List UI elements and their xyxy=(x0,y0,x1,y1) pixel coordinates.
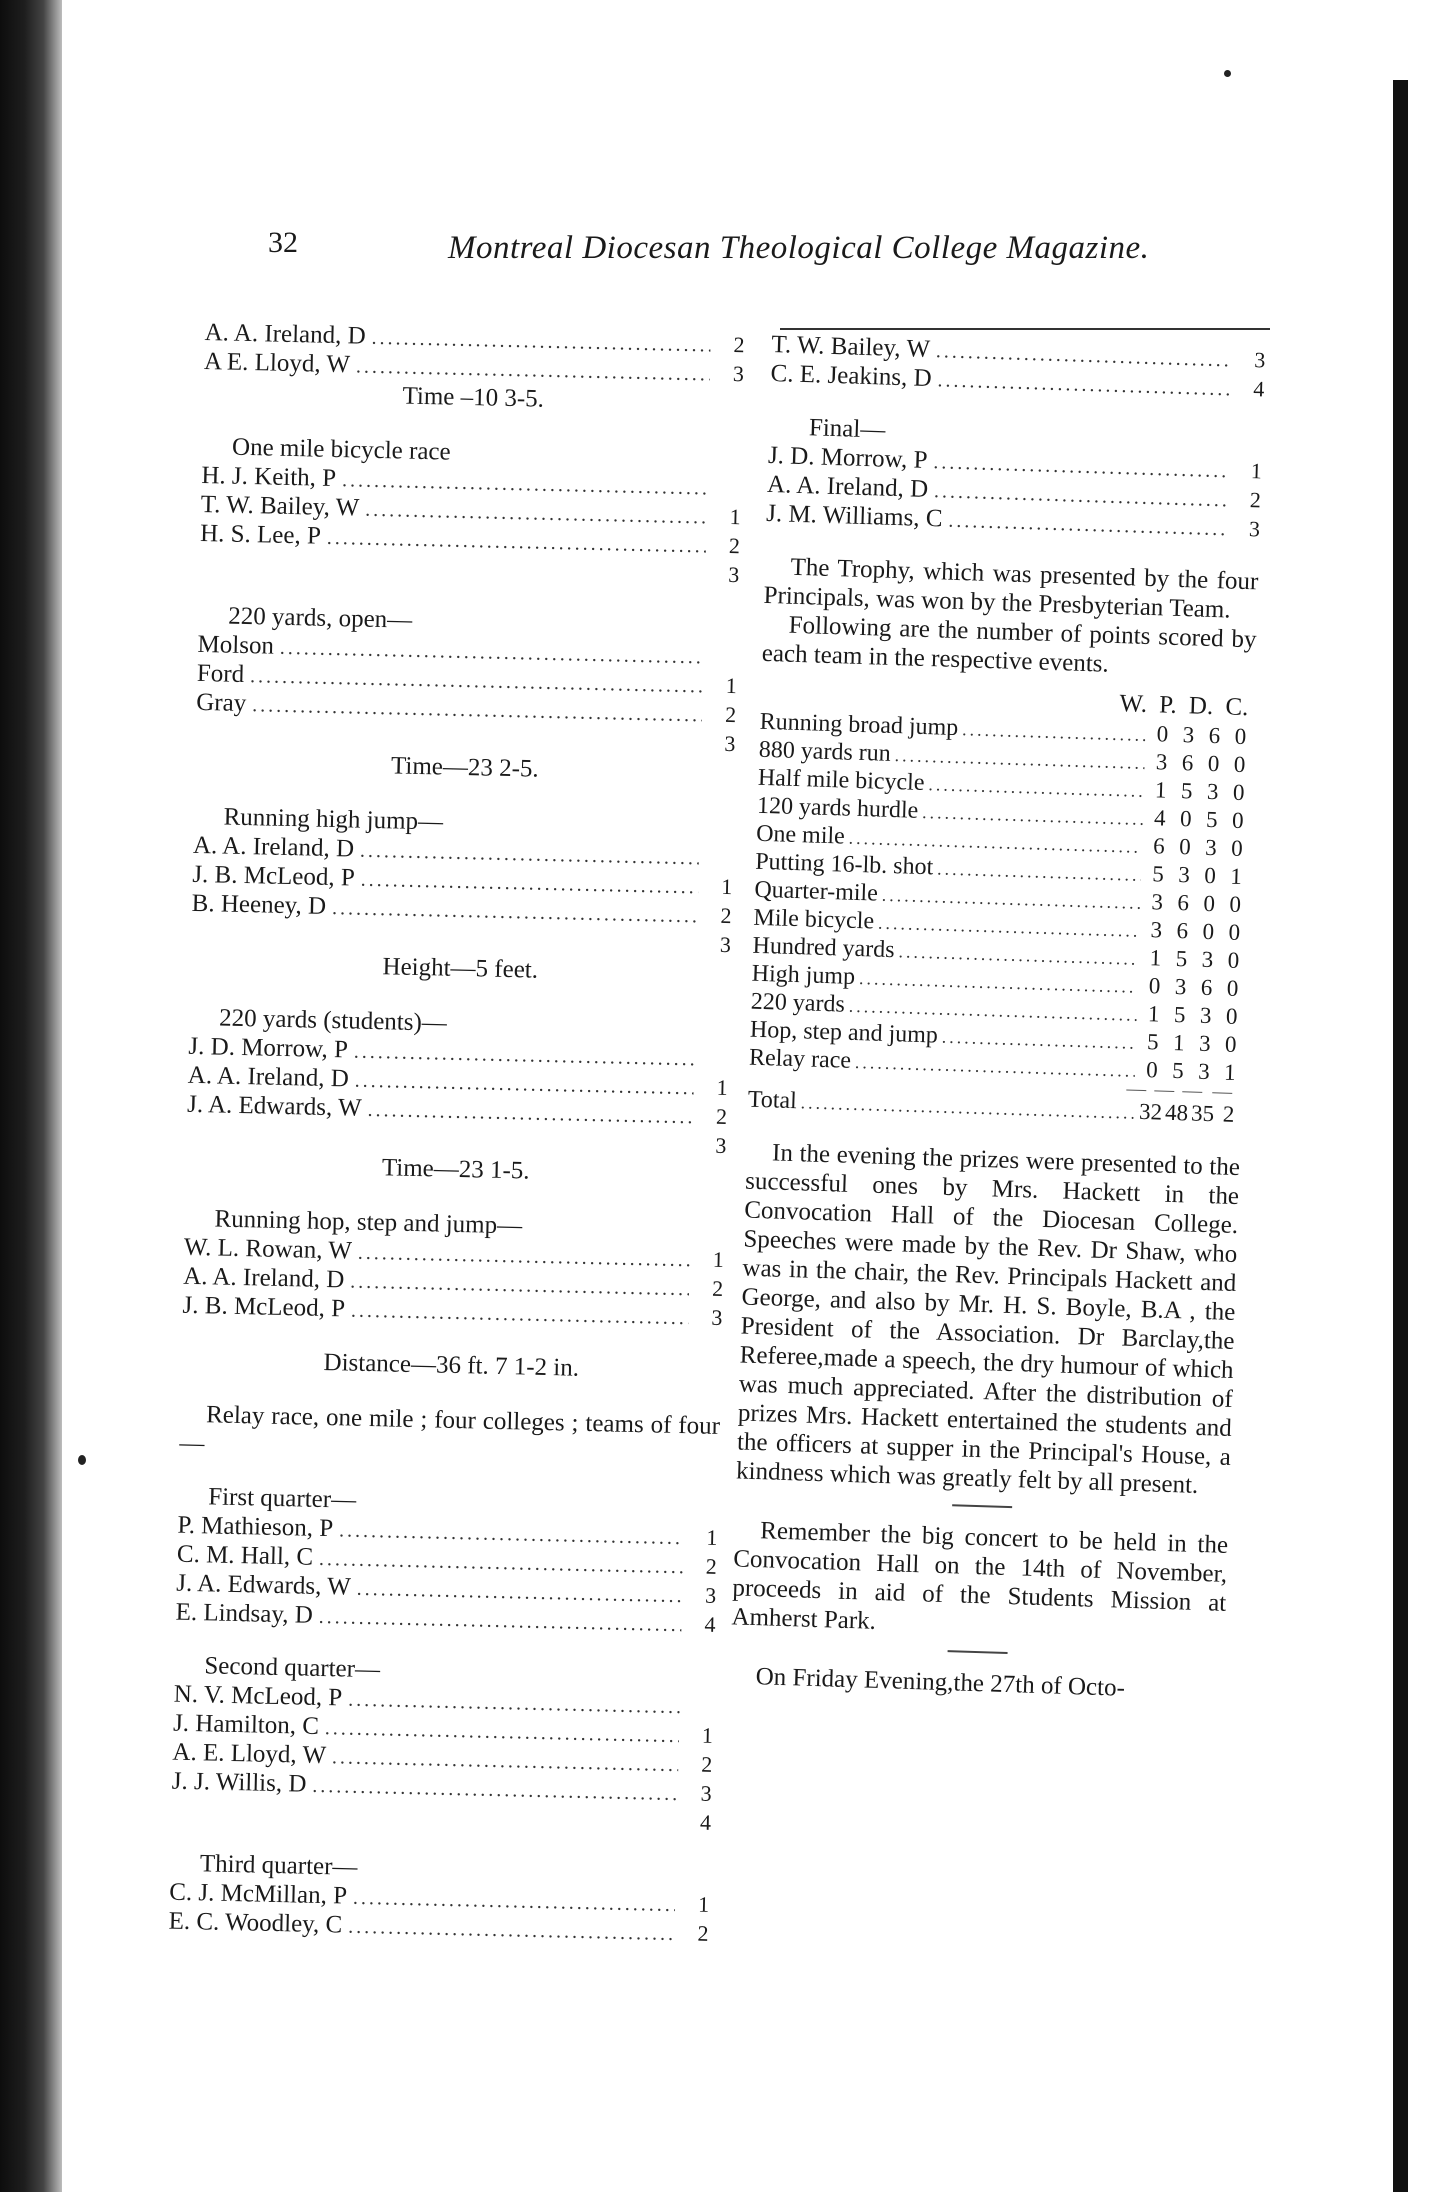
points-d: 3 xyxy=(1199,1002,1212,1029)
points-w: 0 xyxy=(1156,721,1169,747)
page-header xyxy=(268,222,1150,282)
points-p: 6 xyxy=(1177,890,1190,916)
points-d: 0 xyxy=(1203,890,1216,917)
points-d: 0 xyxy=(1203,862,1217,889)
result-line: C. M. Hall, C ..... 2 xyxy=(177,1540,718,1581)
event-name: Putting 16-lb. shot xyxy=(754,848,934,881)
points-d: 3 xyxy=(1198,1030,1211,1057)
points-p: 1 xyxy=(1172,1029,1185,1056)
result-line: T. W. Bailey, W ..... 1 xyxy=(200,490,741,531)
result-line: J. D. Morrow, P ..... 1 xyxy=(768,441,1263,486)
points-p: 5 xyxy=(1180,778,1193,804)
place-number: 3 xyxy=(715,1132,727,1159)
points-p: 6 xyxy=(1181,750,1194,776)
result-line: A. E. Lloyd, W ..... 2 xyxy=(172,1738,713,1779)
points-c: 0 xyxy=(1226,975,1239,1001)
total-c: 2 xyxy=(1222,1101,1235,1127)
points-paragraph: Following are the number of points scored by each team in the respective events. xyxy=(761,611,1257,678)
event-name: 220 yards xyxy=(750,988,846,1018)
event-time: Time—23 1-5. xyxy=(381,1154,530,1185)
friday-paragraph: On Friday Evening,the 27th of Octo- xyxy=(755,1663,1126,1702)
event-name: One mile xyxy=(755,820,846,850)
result-line: J. M. Williams, C ..... 3 xyxy=(766,499,1261,544)
left-column xyxy=(168,318,745,1948)
result-line: T. W. Bailey, W ..... 3 xyxy=(771,330,1266,375)
points-p: 0 xyxy=(1178,834,1192,860)
points-c: 1 xyxy=(1223,1059,1237,1085)
event-name: High jump xyxy=(751,960,856,990)
points-w: 0 xyxy=(1148,973,1161,999)
result-line: Molson ..... xyxy=(197,630,738,671)
result-line: J. Hamilton, C ..... 1 xyxy=(173,1709,714,1750)
result-line: J. A. Edwards, W ..... 2 xyxy=(187,1090,728,1131)
trophy-paragraph: The Trophy, which was presented by the four Principals, was won by the Presbyterian Team. xyxy=(763,553,1259,624)
points-table-header: W. P. D. C. xyxy=(1119,690,1249,722)
book-gutter-shadow xyxy=(0,0,62,2192)
points-p: 0 xyxy=(1179,806,1192,832)
place-number: 3 xyxy=(728,561,740,588)
event-heading: First quarter— xyxy=(207,1483,357,1514)
points-w: 3 xyxy=(1155,749,1168,775)
points-w: 1 xyxy=(1154,777,1167,803)
points-d: 3 xyxy=(1201,946,1214,973)
points-c: 0 xyxy=(1233,751,1246,778)
result-line: A. A. Ireland, D ..... 2 xyxy=(767,470,1262,515)
event-heading: 220 yards, open— xyxy=(227,602,413,634)
points-c: 0 xyxy=(1231,807,1244,834)
total-w: 32 xyxy=(1138,1098,1163,1125)
points-p: 3 xyxy=(1174,973,1187,1000)
points-p: 6 xyxy=(1176,918,1189,944)
page-number: 32 xyxy=(268,226,298,259)
event-time: Time—23 2-5. xyxy=(390,752,540,783)
event-heading: Final— xyxy=(808,414,886,444)
points-p: 5 xyxy=(1171,1057,1185,1084)
points-w: 5 xyxy=(1146,1029,1159,1055)
result-line: H. J. Keith, P ..... xyxy=(201,461,742,502)
result-line: B. Heeney, D ..... 2 xyxy=(191,889,732,930)
result-line: A. A. Ireland, D ..... 1 xyxy=(187,1061,728,1102)
event-name: Hop, step and jump xyxy=(749,1016,939,1049)
event-heading: Second quarter— xyxy=(204,1652,381,1684)
points-w: 0 xyxy=(1145,1057,1159,1083)
evening-paragraph: In the evening the prizes were presented to the successful ones by Mrs. Hackett in the Convocation Hall of the Diocesan College. Speeches were made by the Rev. Dr Shaw, who was in the chair, the Rev. Principals Hackett and George, and also by Mr. H. S. Boyle, B.A , the President of the Association. Dr Barclay,the Referee,made a speech, the dry humour of which was much appreciated. After the distribution of prizes Mrs. Hackett entertained the students and the officers at supper in the Principal's House, a kindness which was greatly felt by all present. xyxy=(735,1139,1241,1499)
page-edge-shadow xyxy=(1393,80,1408,2192)
result-line: J. A. Edwards, W ..... 3 xyxy=(176,1569,717,1610)
result-line: A E. Lloyd, W ..... 3 xyxy=(204,347,745,388)
points-d: 3 xyxy=(1204,834,1218,861)
points-c: 0 xyxy=(1230,835,1244,862)
event-heading: One mile bicycle race xyxy=(231,433,451,466)
points-d: 0 xyxy=(1202,918,1215,945)
section-divider xyxy=(952,1504,1012,1508)
concert-paragraph: Remember the big concert to be held in the Convocation Hall on the 14th of November, proceeds in aid of the Students Mission at Amherst Park. xyxy=(731,1517,1229,1635)
points-c: 0 xyxy=(1227,947,1240,973)
result-line: J. J. Willis, D ..... 3 xyxy=(171,1767,712,1808)
result-line: E. Lindsay, D ..... 4 xyxy=(175,1598,716,1639)
points-w: 3 xyxy=(1151,889,1164,915)
result-line: E. C. Woodley, C ..... 2 xyxy=(168,1907,709,1948)
points-p: 3 xyxy=(1182,722,1195,748)
header-rule xyxy=(780,328,1270,330)
points-w: 4 xyxy=(1153,805,1167,831)
points-d: 3 xyxy=(1197,1058,1211,1085)
event-time: Time –10 3-5. xyxy=(402,382,545,413)
result-line: H. S. Lee, P ..... 2 xyxy=(200,519,741,560)
event-heading: Running hop, step and jump— xyxy=(214,1205,523,1240)
result-line: W. L. Rowan, W ..... 1 xyxy=(184,1233,725,1274)
points-c: 0 xyxy=(1229,891,1242,918)
result-line: A. A. Ireland, D ..... xyxy=(193,831,734,872)
section-divider xyxy=(948,1650,1008,1654)
points-c: 0 xyxy=(1225,1003,1238,1029)
event-name: Half mile bicycle xyxy=(757,764,925,797)
result-line: A. A. Ireland, D ..... 2 xyxy=(204,318,745,359)
result-line: P. Mathieson, P ..... 1 xyxy=(177,1511,718,1552)
points-d: 6 xyxy=(1208,722,1221,749)
event-name: Hundred yards xyxy=(752,932,895,964)
points-w: 6 xyxy=(1152,833,1166,859)
points-c: 0 xyxy=(1224,1031,1237,1057)
points-c: 0 xyxy=(1234,723,1247,750)
event-result: Distance—36 ft. 7 1-2 in. xyxy=(323,1348,580,1382)
right-column xyxy=(729,330,1266,1706)
points-table xyxy=(749,708,1254,1087)
points-w: 3 xyxy=(1150,917,1163,943)
event-heading: Running high jump— xyxy=(223,803,444,836)
points-p: 3 xyxy=(1177,862,1191,888)
points-c: 1 xyxy=(1229,863,1243,890)
result-line: N. V. McLeod, P ..... xyxy=(173,1680,714,1721)
points-p: 5 xyxy=(1173,1001,1186,1028)
event-name: Mile bicycle xyxy=(753,904,875,935)
result-line: J. B. McLeod, P ..... 3 xyxy=(182,1291,723,1332)
points-w: 1 xyxy=(1149,945,1162,971)
points-p: 5 xyxy=(1175,945,1188,972)
points-d: 0 xyxy=(1207,750,1220,777)
place-number: 4 xyxy=(699,1809,712,1835)
points-d: 3 xyxy=(1206,778,1219,805)
magazine-title: Montreal Diocesan Theological College Magazine. xyxy=(448,230,1150,266)
result-line: J. D. Morrow, P ..... xyxy=(188,1032,729,1073)
event-name: 880 yards run xyxy=(758,736,892,767)
result-line: C. J. McMillan, P ..... 1 xyxy=(169,1878,710,1919)
result-line: C. E. Jeakins, D ..... 4 xyxy=(770,359,1265,404)
points-c: 0 xyxy=(1228,919,1241,945)
points-w: 5 xyxy=(1151,861,1165,887)
event-name: Quarter-mile xyxy=(754,876,879,907)
event-name: Relay race xyxy=(748,1044,852,1074)
points-w: 1 xyxy=(1147,1001,1160,1027)
print-speck xyxy=(1224,70,1231,77)
total-label: Total xyxy=(747,1086,798,1115)
result-line: Gray ..... 2 xyxy=(196,688,737,729)
total-d: 35 xyxy=(1190,1100,1215,1127)
event-heading: 220 yards (students)— xyxy=(218,1004,448,1037)
result-line: Ford ..... 1 xyxy=(197,659,738,700)
points-d: 5 xyxy=(1205,806,1218,833)
event-result: Height—5 feet. xyxy=(382,953,539,984)
event-heading: Third quarter— xyxy=(199,1850,358,1881)
print-speck xyxy=(78,1455,86,1465)
place-number: 3 xyxy=(724,730,736,757)
total-p: 48 xyxy=(1164,1099,1189,1126)
result-line: A. A. Ireland, D ..... 2 xyxy=(183,1262,724,1303)
event-name: 120 yards hurdle xyxy=(756,792,919,824)
relay-intro: Relay race, one mile ; four colleges ; teams of four— xyxy=(179,1401,721,1458)
points-d: 6 xyxy=(1200,974,1213,1001)
points-c: 0 xyxy=(1232,779,1245,806)
result-line: J. B. McLeod, P ..... 1 xyxy=(192,860,733,901)
event-name: Running broad jump xyxy=(759,708,959,742)
place-number: 3 xyxy=(719,931,732,958)
